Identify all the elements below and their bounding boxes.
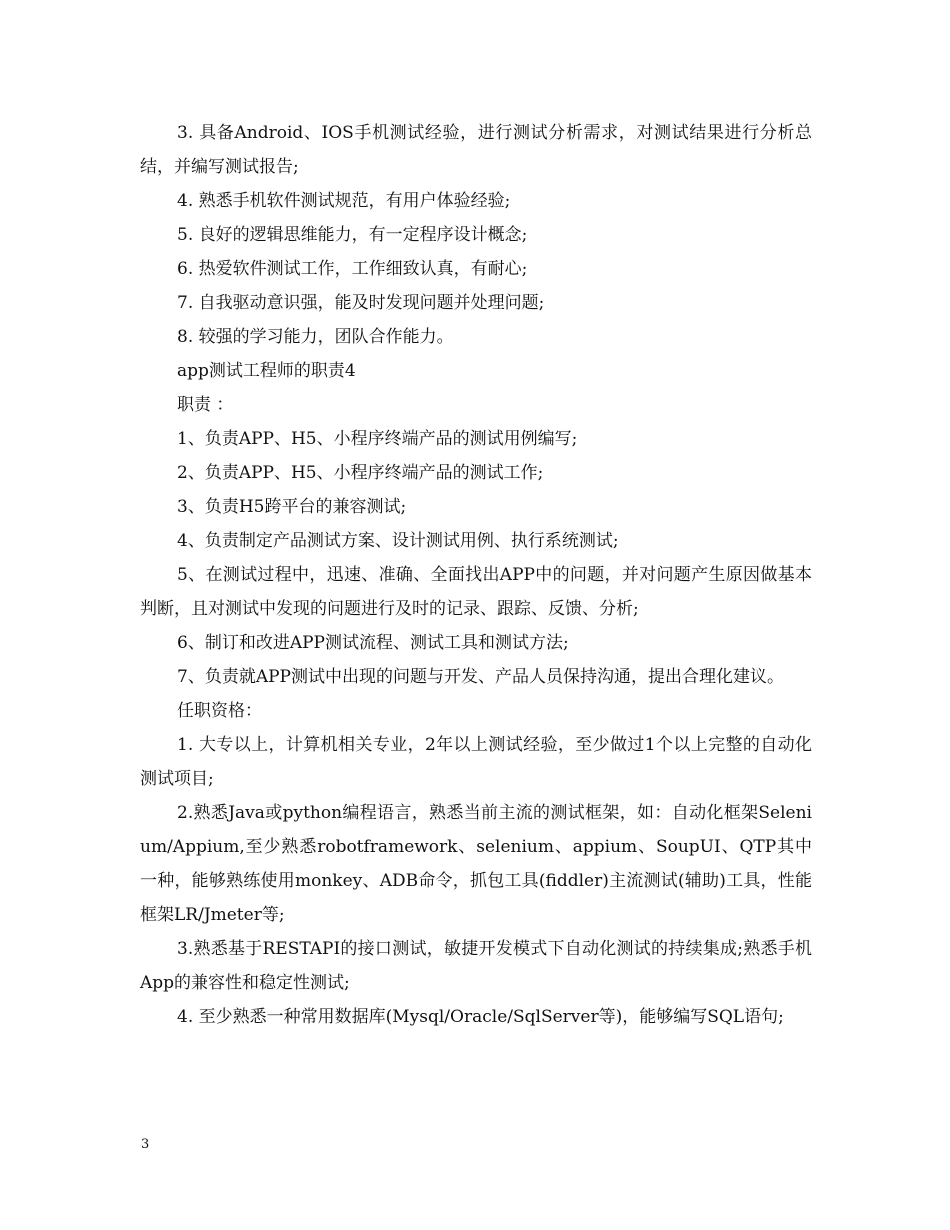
paragraph: 4. 熟悉手机软件测试规范，有用户体验经验; [177,191,511,211]
paragraph: 7、负责就APP测试中出现的问题与开发、产品人员保持沟通，提出合理化建议。 [177,667,784,687]
section-heading: app测试工程师的职责4 [177,361,356,381]
paragraph: 6、制订和改进APP测试流程、测试工具和测试方法; [177,633,569,653]
page-number: 3 [141,1137,150,1152]
paragraph: 6. 热爱软件测试工作，工作细致认真，有耐心; [177,259,528,279]
paragraph: 5、在测试过程中，迅速、准确、全面找出APP中的问题，并对问题产生原因做基本判断，且对测试中发现的问题进行及时的记录、跟踪、反馈、分析; [140,565,812,619]
paragraph: 2、负责APP、H5、小程序终端产品的测试工作; [177,463,544,483]
paragraph: 4. 至少熟悉一种常用数据库(Mysql/Oracle/SqlServer等)，能够编写SQL语句; [177,1007,784,1027]
paragraph: 5. 良好的逻辑思维能力，有一定程序设计概念; [177,225,528,245]
subheading-qualifications: 任职资格： [177,701,262,721]
paragraph: 1、负责APP、H5、小程序终端产品的测试用例编写; [177,429,578,449]
document-body [140,116,812,1034]
paragraph: 4、负责制定产品测试方案、设计测试用例、执行系统测试; [177,531,619,551]
paragraph: 8. 较强的学习能力，团队合作能力。 [177,327,454,347]
paragraph: 1. 大专以上，计算机相关专业，2年以上测试经验，至少做过1个以上完整的自动化测试项目; [140,735,812,789]
paragraph: 3.熟悉基于RESTAPI的接口测试，敏捷开发模式下自动化测试的持续集成;熟悉手机App的兼容性和稳定性测试; [140,939,812,993]
paragraph: 7. 自我驱动意识强，能及时发现问题并处理问题; [177,293,545,313]
subheading-duties: 职责 ： [177,395,234,415]
paragraph: 2.熟悉Java或python编程语言，熟悉当前主流的测试框架，如：自动化框架Selenium/Appium,至少熟悉robotframework、selenium、appium、SoupUI、QTP其中一种，能够熟练使用monkey、ADB命令，抓包工具(fiddler)主流测试(辅助)工具，性能框架LR/Jmeter等; [140,803,812,925]
paragraph: 3、负责H5跨平台的兼容测试; [177,497,407,517]
paragraph: 3. 具备Android、IOS手机测试经验，进行测试分析需求，对测试结果进行分析总结，并编写测试报告; [140,123,812,177]
